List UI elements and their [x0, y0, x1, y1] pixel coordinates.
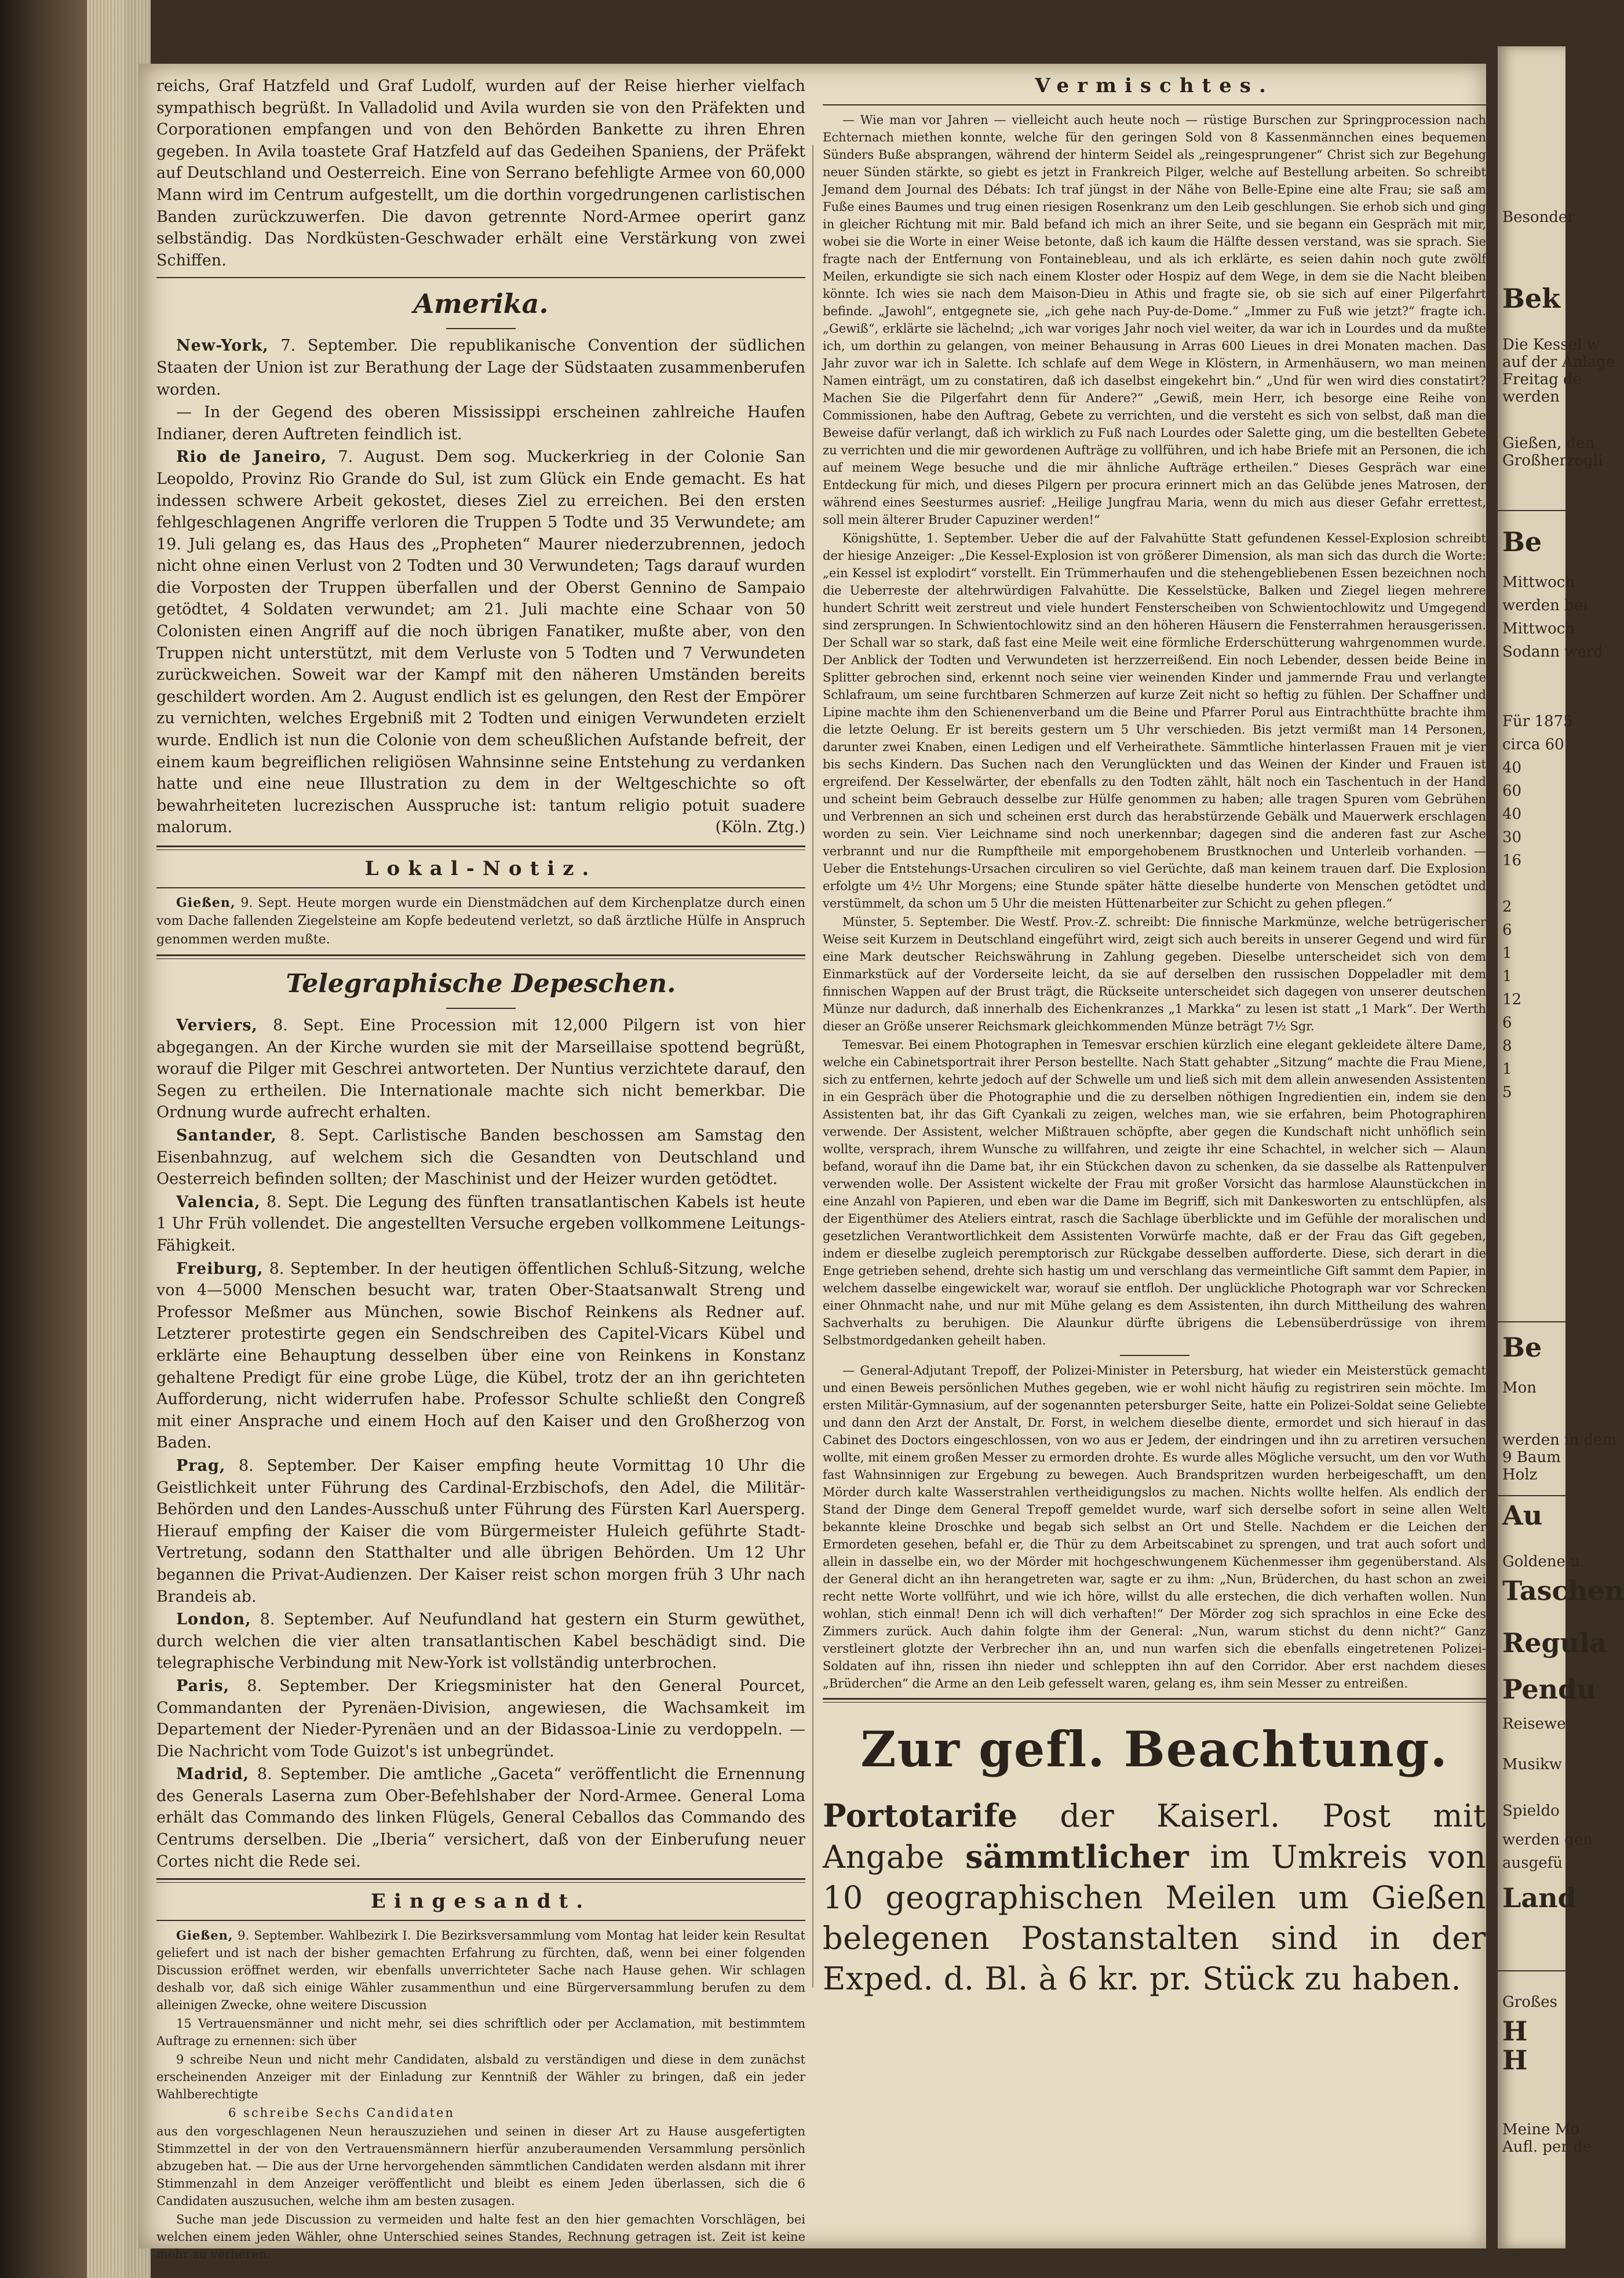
eingesandt-item-1: 15 Vertrauensmänner und nicht mehr, sei dies schriftlich oder per Acclamation, mit bestimmtem Auftrage zu ernennen: sich über: [156, 2016, 805, 2048]
heading-rule: [446, 1008, 516, 1009]
next-page-fragment: 9 Baum: [1502, 1449, 1561, 1466]
article-divider: [1120, 1355, 1189, 1356]
left-column: [156, 75, 805, 2264]
section-divider: [156, 954, 805, 959]
next-page-fragment: Mittwoch: [1502, 620, 1575, 637]
valencia-text: 8. Sept. Die Legung des fünften transatlantischen Kabels ist heute 1 Uhr Früh vollendet. Die angestellten Versuche ergeben vollkommene Leitungs-Fähigkeit.: [156, 1193, 805, 1255]
next-page-fragment: 1: [1502, 1060, 1512, 1078]
verviers-report: [156, 1015, 805, 1124]
next-page-fragment: 12: [1502, 991, 1522, 1008]
next-page-fragment: H: [1502, 2044, 1528, 2076]
next-page-fragment: Taschen: [1502, 1575, 1624, 1606]
next-page-fragment: Für 1875: [1502, 713, 1573, 730]
spain-report: reichs, Graf Hatzfeld und Graf Ludolf, wurden auf der Reise hierher vielfach sympathisch begrüßt. In Valladolid und Avila wurden sie von den Präfekten und Corporationen empfangen und von den Behörden Bankette zu ihren Ehren gegeben. In Avila toastete Graf Hatzfeld auf das Gedeihen Spaniens, der Präfekt auf Deutschland und Oesterreich. Eine von Serrano befehligte Armee von 60,000 Mann wird im Centrum aufgestellt, um die dorthin vorgedrungenen carlistischen Banden zurückzuwerfen. Die davon getrennte Nord-Armee operirt ganz selbständig. Das Nordküsten-Geschwader erhält eine Verstärkung von zwei Schiffen.: [156, 77, 805, 269]
eingesandt-text: 9. September. Wahlbezirk I. Die Bezirksversammlung vom Montag hat leider kein Resultat geliefert und ist nach der bisher gemachten Erfahrung zu fürchten, daß, wenn bei einer folgenden Discussion eröffnet werden, wir ebenfalls unverrichteter Sache nach Hause gehen. Wir schlagen deshalb vor, daß sich einige Wähler zusammenthun und eine Bürgerversammlung berufen zu dem alleinigen Zwecke, ohne weitere Discussion: [156, 1928, 805, 2012]
section-divider: [156, 887, 805, 888]
next-page-fragment: Sodann werd: [1502, 643, 1604, 661]
next-page-fragment: Pendu: [1502, 1674, 1596, 1705]
next-page-fragment: 40: [1502, 805, 1522, 823]
next-page-fragment: Aufl. per de: [1502, 2138, 1592, 2156]
notice-title: Zur gefl. Beachtung.: [860, 1720, 1448, 1778]
next-page-fragment: Besonder: [1502, 209, 1575, 226]
paris-text: 8. September. Der Kriegsminister hat den General Pourcet, Commandanten der Pyrenäen-Division, angewiesen, die Wachsamkeit im Departement der Nieder-Pyrenäen und an der Bidassoa-Linie zu verdoppeln. — Die Nachricht vom Tode Guizot's ist unbegründet.: [156, 1676, 805, 1761]
notice-bold: sämmtlicher: [965, 1838, 1189, 1875]
column-rule: [812, 145, 813, 1988]
place-santander: Santander,: [176, 1127, 277, 1145]
freiburg-text: 8. September. In der heutigen öffentlichen Schluß-Sitzung, welche von 4—5000 Menschen besucht war, traten Ober-Staatsanwalt Streng und Professor Meßmer aus München, sowie Bischof Reinkens als Redner auf. Letzterer protestirte gegen ein Sendschreiben des Capitel-Vicars Kübel und erklärte eine Behauptung desselben über eine von Reinkens in Konstanz gehaltene Predigt für eine grobe Lüge, die Kübel, trotz der an ihn gerichteten Aufforderung, nicht widerrufen habe. Professor Schulte schließt den Congreß mit einer Ansprache und einem Hoch auf den Kaiser und den Großherzog von Baden.: [156, 1259, 805, 1452]
muenster-report: Münster, 5. September. Die Westf. Prov.-Z. schreibt: Die finnische Markmünze, welche betrügerischer Weise seit Kurzem in Deutschland eingeführt wird, zeigt sich auch bereits in unserer Gegend und wird für eine Mark deutscher Reichswährung in Zahlung gegeben. Dieselbe unterscheidet sich von dem Einmarkstück auf der Vorderseite leicht, da sie auf derselben den russischen Doppeladler mit dem finnischen Wappen auf der Brust trägt, die Rückseite unterscheidet sich dagegen von unserer deutschen Münze nur dadurch, daß innerhalb des Eichenkranzes „1 Markka“ zu lesen ist statt „1 Mark“. Der Werth dieser an Größe unserer Reichsmark gleichkommenden Münze beträgt 7½ Sgr.: [823, 914, 1486, 1033]
next-page-fragment: circa 60: [1502, 736, 1564, 753]
lokal-report: [156, 894, 805, 949]
place-freiburg: Freiburg,: [176, 1259, 264, 1278]
place-verviers: Verviers,: [176, 1016, 258, 1035]
next-page-fragment: 1: [1502, 968, 1512, 985]
lokal-heading: Lokal-Notiz.: [364, 857, 597, 880]
next-page-fragment: 6: [1502, 1014, 1512, 1032]
notice-text-1: der Kaiserl. Post mit Angabe: [823, 1797, 1486, 1875]
newyork-followup: — In der Gegend des oberen Mississippi erscheinen zahlreiche Haufen Indianer, deren Auftreten feindlich ist.: [156, 403, 805, 443]
newyork-text: 7. September. Die republikanische Convention der südlichen Staaten der Union ist zur Berathung der Lage der Südstaaten zusammenberufen worden.: [156, 337, 805, 399]
eingesandt-body: aus den vorgeschlagenen Neun herauszuziehen und seinen in dieser Art zu Hause ausgefertigten Stimmzettel in der von den Vertrauensmännern hierfür anzuberaumenden Versammlung persönlich abzugeben hat. — Die aus der Urne hervorgehenden sämmtlichen Candidaten werden alsdann mit ihrer Stimmenzahl in dem Anzeiger veröffentlicht und bleibt es einem Jeden überlassen, sich die 6 Candidaten auszusuchen, welche ihm am besten zusagen.: [156, 2124, 805, 2208]
heading-rule: [446, 328, 516, 329]
next-page-fragment: Bek: [1502, 283, 1561, 314]
next-page-fragment: Die Kessel w: [1502, 336, 1600, 353]
telegraph-heading: Telegraphische Depeschen.: [286, 969, 676, 999]
next-page-fragment: Freitag de: [1502, 371, 1582, 388]
next-page-fragment: 6: [1502, 921, 1512, 939]
temesvar-report: Temesvar. Bei einem Photographen in Temesvar erschien kürzlich eine elegant gekleidete ältere Dame, welche ein Cabinetsportrait ihrer Person bestellte. Nach Statt gehabter „Sitzung“ machte die Frau Miene, sich zu entfernen, kehrte jedoch auf der Schwelle um und ließ sich mit dem allein anwesenden Assistenten in ein Gespräch über die Photographie und die zu derselben nöthigen Ingredientien ein, indem sie den Assistenten bat, ihr das Gift Cyankali zu zeigen, welches man, wie sie erfahren, beim Photographiren verwende. Der Assistent, welcher Mißtrauen schöpfte, aber gegen die Kundschaft nicht unhöflich sein wollte, versprach, ihrem Wunsche zu willfahren, und zeigte ihr eine Schachtel, in welcher sich — Alaun befand, worauf ihn die Dame bat, ihr ein Stückchen davon zu schenken, da sie dasselbe als Rattenpulver verwenden wolle. Der Assistent wickelte der Frau mit großer Vorsicht das harmlose Alaunstückchen in eine Anzahl von Papieren, und eben war die Dame im Begriff, sich mit Dankesworten zu entschlüpfen, als der Eigenthümer des Ateliers eintrat, rasch die Sachlage überblickte und im Gefühle der moralischen und gesetzlichen Verantwortlichkeit dem Assistenten Vorwürfe machte, daß er der Frau das Gift gegeben, indem er dieselbe zugleich peremptorisch zur Rückgabe desselben aufforderte. Diese, sich derart in die Enge getrieben sehend, drehte sich hastig um und verschlang das vermeintliche Gift sammt dem Papier, in welchem dasselbe eingewickelt war, worauf sie entfloh. Der unglückliche Photograph war vor Schrecken einer Ohnmacht nahe, und nur mit Mühe gelang es dem Assistenten, ihn durch Mittheilung des wahren Sachverhalts zu beruhigen. Die Alaunkur dürfte übrigens die Lebensüberdrüssige von ihrem Selbstmordgedanken geheilt haben.: [823, 1037, 1486, 1347]
next-page-fragment: 8: [1502, 1037, 1512, 1055]
newyork-report: [156, 335, 805, 400]
next-page-fragment: ausgefü: [1502, 1854, 1563, 1872]
lokal-text: 9. Sept. Heute morgen wurde ein Dienstmädchen auf dem Kirchenplatze durch einen vom Dache fallenden Ziegelsteine am Kopfe bedeutend verletzt, so daß ärztliche Hülfe in Anspruch genommen werden mußte.: [156, 895, 805, 947]
next-page-fragment: Meine Mo: [1502, 2121, 1579, 2138]
next-page-fragment: Land: [1502, 1882, 1576, 1913]
prag-report: [156, 1455, 805, 1608]
next-page-fragment: 40: [1502, 759, 1522, 777]
next-page-fragment: Au: [1502, 1500, 1543, 1531]
place-newyork: New-York,: [176, 337, 269, 355]
next-page-fragment: auf der Anlage: [1502, 353, 1615, 371]
valencia-report: [156, 1191, 805, 1257]
next-page-fragment: werden: [1502, 388, 1560, 406]
place-prag: Prag,: [176, 1456, 226, 1475]
santander-text: 8. Sept. Carlistische Banden beschossen am Samstag den Eisenbahnzug, auf welchem sich die Gesandten von Deutschland und Oesterreich befinden sollten; der Maschinist und der Heizer wurden getödtet.: [156, 1127, 805, 1189]
eingesandt-item-3: 6 schreibe Sechs Candidaten: [228, 2105, 455, 2120]
freiburg-report: [156, 1258, 805, 1454]
vermischtes-heading: Vermischtes.: [1035, 74, 1274, 97]
madrid-report: [156, 1763, 805, 1872]
next-page-fragment: Großes: [1502, 1993, 1557, 2011]
place-giessen-2: Gießen,: [176, 1927, 233, 1942]
next-page-fragment: 60: [1502, 782, 1522, 800]
eingesandt-closing: Suche man jede Discussion zu vermeiden und halte fest an den hier gemachten Vorschlägen, bei welchen einem jeden Wähler, ohne Unterschied seines Standes, Rechnung getragen ist. Zeit ist keine mehr zu verlieren.: [156, 2212, 805, 2261]
paris-report: [156, 1675, 805, 1762]
next-page-fragment: Reisewe: [1502, 1715, 1566, 1733]
section-divider: [156, 1920, 805, 1921]
notice-block: [823, 1718, 1486, 1999]
notice-lead: Portotarife: [823, 1796, 1018, 1834]
verviers-text: 8. Sept. Eine Procession mit 12,000 Pilgern ist von hier abgegangen. An der Kirche wurden sie mit der Marseillaise spottend begrüßt, worauf die Pilger mit Geschrei antworteten. Der Nuntius verzichtete darauf, den Segen zu ertheilen. Die Internationale machte sich nicht bemerkbar. Die Ordnung wurde aufrecht erhalten.: [156, 1016, 805, 1122]
next-page-fragment: Mon: [1502, 1379, 1537, 1397]
next-page-fragment: Mittwoch: [1502, 574, 1575, 591]
place-rio: Rio de Janeiro,: [176, 448, 327, 466]
next-page-fragment: werden in dem: [1502, 1431, 1617, 1449]
next-page-fragment: Spieldo: [1502, 1802, 1560, 1820]
section-divider: [823, 1698, 1486, 1703]
next-page-fragment: 16: [1502, 852, 1522, 869]
next-page-fragment: 5: [1502, 1084, 1512, 1101]
next-page-fragment: Be: [1502, 1332, 1542, 1363]
section-divider: [156, 1878, 805, 1883]
place-london: London,: [176, 1610, 251, 1629]
next-page-fragment: Holz: [1502, 1466, 1538, 1484]
place-valencia: Valencia,: [176, 1193, 261, 1211]
eingesandt-item-2: 9 schreibe Neun und nicht mehr Candidaten, alsbald zu verständigen und diese in dem zunächst erscheinenden Anzeiger mit der Einladung zur Kenntniß der Wähler zu bringen, daß ein jeder Wahlberechtigte: [156, 2052, 805, 2101]
next-page-fragment: Regula: [1502, 1627, 1607, 1659]
place-giessen: Gießen,: [176, 895, 236, 910]
london-text: 8. September. Auf Neufundland hat gestern ein Sturm gewüthet, durch welchen die vier alten transatlantischen Kabel beschädigt sind. Die telegraphische Verbindung mit New-York ist vollständig unterbrochen.: [156, 1610, 805, 1672]
london-report: [156, 1609, 805, 1674]
rio-source: (Köln. Ztg.): [715, 818, 805, 837]
next-page-rule: [1498, 1321, 1565, 1322]
pilgrim-story: — Wie man vor Jahren — vielleicht auch heute noch — rüstige Burschen zur Springprocession nach Echternach miethen konnte, welche für den geringen Sold von 8 Kassenmännchen eines bequemen Sünders Buße absprangen, während der hinterm Seidel als „reingesprungener“ Christ sich zur Begehung neuer Sünden stärkte, so giebt es jetzt in Frankreich Pilger, welche auf Bestellung arbeiten. So schreibt Jemand dem Journal des Débats: Ich traf jüngst in der Nähe von Belle-Epine eine alte Frau; sie saß am Fuße eines Baumes und trug einen riesigen Rosenkranz um den Leib geschlungen. Sie erhob sich und ging in gleicher Richtung mit mir. Bald befand ich mich an ihrer Seite, und sie begann ein Gespräch mit mir, wobei sie die Worte in einer Weise betonte, daß ich kaum die Hälfte dessen verstand, was sie sprach. Sie fragte nach der Entfernung von Fontainebleau, und als ich erklärte, es seien dahin noch gute zwölf Meilen, erkundigte sie sich nach einem Kloster oder Hospiz auf dem Wege, in dem sie die Nacht bleiben könnte. Ich wies sie nach dem Maison-Dieu in Athis und fragte sie, ob sie sich auf einer Pilgerfahrt befinde. „Jawohl“, entgegnete sie, „ich gehe nach Puy-de-Dome.“ „Immer zu Fuß wie jetzt?“ fragte ich. „Gewiß“, erklärte sie lächelnd; „ich war voriges Jahr noch viel weiter, da war ich in Lourdes und da mußte ich, um dorthin zu gelangen, von meiner Behausung in Arras 600 Lieues in drei Monaten machen. Das Jahr zuvor war ich in Salette. Ich schlafe auf dem Wege in Klöstern, in Armenhäusern, wo man meinen Namen einträgt, um zu constatiren, daß ich daselbst eingekehrt bin.“ „Und für wen wird dies constatirt? Machen Sie die Pilgerfahrt denn für Andere?“ „Gewiß, mein Herr, ich besorge eine Reihe von Commissionen, habe den Auftrag, Gebete zu verrichten, und die versteht es sich von selbst, daß man die Beweise dafür verlangt, daß ich wirklich zu Fuß nach Lourdes oder Salette ging, um die bestellten Gebete zu verrichten und die mir gewordenen Aufträge zu vollführen, und ich habe Briefe mit an Personen, die ich auf meinem Wege besuche und die mir ähnliche Aufträge ertheilen.“ Dieses Gespräch war eine Entdeckung für mich, und dieses Pilgern per procura erinnert mich an das Gelübde jenes Matrosen, der während eines Seesturmes ausrief: „Heilige Jungfrau Maria, wenn du mich aus dieser Gefahr errettest, soll mein älterer Bruder Capuziner werden!“: [823, 112, 1486, 527]
notice-body: [823, 1795, 1486, 1999]
rio-text: 7. August. Dem sog. Muckerkrieg in der Colonie San Leopoldo, Provinz Rio Grande do Sul, ist zum Glück ein Ende gemacht. Es hat indessen schwere Arbeit gekostet, dieses Ziel zu erreichen. Bei den ersten fehlgeschlagenen Angriffe verloren die Truppen 5 Todte und 35 Verwundete; am 19. Juli gelang es, das Haus des „Propheten“ Maurer niederzubrennen, jedoch nicht ohne einen Verlust von 2 Todten und 30 Verwundeten; Tags darauf wurden die Vorposten der Truppen überfallen und der Oberst Gennino de Sampaio getödtet, 4 Soldaten verwundet; am 21. Juli machte eine Schaar von 50 Colonisten einen Angriff auf die noch übrigen Fanatiker, mußte aber, von den Truppen nicht unterstützt, mit dem Verluste von 5 Todten und 7 Verwundeten zurückweichen. Soweit war der Kampf mit den näheren Umständen bereits geschildert worden. Am 2. August endlich ist es gelungen, den Rest der Empörer zu vernichten, welches Ergebniß mit 2 Todten und einigen Verwundeten erzielt wurde. Endlich ist nun die Colonie von dem scheußlichen Aufstande befreit, der einem kaum begreiflichen religiösen Wahnsinne seine Entstehung zu verdanken hatte und eine neue Illustration zu dem in der Weltgeschichte so oft bewahrheiteten lucrezischen Ausspruche ist: tantum religio potuit suadere malorum.: [156, 448, 805, 837]
next-page-fragment: Be: [1502, 526, 1542, 557]
next-page-fragment: Gießen, den: [1502, 435, 1595, 452]
santander-report: [156, 1125, 805, 1190]
rio-report: [156, 446, 805, 839]
section-divider: [156, 277, 805, 278]
next-page-fragment: H: [1502, 2015, 1528, 2047]
section-divider: [823, 104, 1486, 105]
next-page-fragment: werden gen: [1502, 1831, 1593, 1849]
amerika-heading: Amerika.: [413, 288, 549, 320]
eingesandt-heading: Eingesandt.: [370, 1890, 592, 1913]
koenigshuette-report: Königshütte, 1. September. Ueber die auf der Falvahütte Statt gefundenen Kessel-Explosion schreibt der hiesige Anzeiger: „Die Kessel-Explosion ist von größerer Dimension, als man sich das durch die Worte: „ein Kessel ist explodirt“ vorstellt. Ein Trümmerhaufen und die stehengebliebenen Essen bezeichnen noch die Ueberreste der altehrwürdigen Falvahütte. Die Kesselstücke, Balken und Ziegel liegen mehrere hundert Schritt weit zerstreut und viele hundert Fensterscheiben von Schwientochlowitz und Umgegend sind zersprungen. In Schwientochlowitz sind an den höheren Häusern die Fensterrahmen herausgerissen. Der Schall war so stark, daß fast eine Meile weit eine förmliche Erderschütterung wahrgenommen wurde. Der Anblick der Todten und Verwundeten ist herzzerreißend. Ein noch Lebender, dessen beide Beine in Splitter gebrochen sind, erkennt noch seine vier weinenden Kinder und jammernde Frau und verlangte Schlafraum, um seine furchtbaren Schmerzen auf kurze Zeit nicht so heftig zu fühlen. Der Schaffner und Lipine machte ihm den Schienenverband um die Beine und Pfarrer Porul aus Eintrachthütte brachte ihm die letzte Oelung. Er ist bereits gestern um 5 Uhr verschieden. Bis jetzt vermißt man 14 Personen, darunter zwei Knaben, einen Ledigen und elf Verheirathete. Sämmtliche hinterlassen Frauen mit je vier bis sechs Kindern. Das Suchen nach den Verunglückten und das Weinen der Kinder und Frauen ist ergreifend. Der Kesselwärter, der ebenfalls zu den Todten zählt, hält noch ein Taschentuch in der Hand und scheint beim Gebrauch desselbe zur Hülfe genommen zu haben; alle tragen Spuren vom Gebrühen und Verbrennen an sich und scheinen erst durch das herabstürzende Gebälk und Mauerwerk erschlagen worden zu sein. Vier Leichname sind noch unerkennbar; dagegen sind die anderen fast zur Asche verbrannt und nur die Rumpftheile mit emporgehobenem Brustknochen und Unterleib vorhanden. — Ueber die Entstehungs-Ursachen circuliren so viel Gerüchte, daß man keinem trauen darf. Die Explosion erfolgte um 4½ Uhr Morgens; eine Stunde später hätte dieselbe hunderte von Menschen getödtet und verstümmelt, da schon um 5 Uhr die meisten Hüttenarbeiter zur Schicht zu gehen pflegen.“: [823, 531, 1486, 910]
trepoff-report: — General-Adjutant Trepoff, der Polizei-Minister in Petersburg, hat wieder ein Meisterstück gemacht und einen Beweis persönlichen Muthes gegeben, wie er wohl nicht häufig zu registriren sein möchte. Im ersten Militär-Gymnasium, auf der sogenannten petersburger Seite, hatte ein Polizei-Soldat seine Geliebte und dann den Arzt der Anstalt, Dr. Forst, in welchem dieselbe diente, ermordet und sich hierauf in das Cabinet des Doctors eingeschlossen, von wo aus er Jedem, der eindringen und ihn zu arretiren versuchen wollte, mit einem großen Messer zu ermorden drohte. Es wurde alles Mögliche versucht, um den vor Wuth fast Wahnsinnigen zur Ergebung zu bewegen. Auch Brandspritzen wurden herbeigeschafft, um den Mörder durch kalte Wasserstrahlen vertheidigungslos zu machen. Nichts wollte helfen. Als endlich der Stand der Dinge dem General Trepoff gemeldet wurde, warf sich derselbe sofort in seine allen Welt bekannte kleine Droschke und begab sich selbst an Ort und Stelle. Nachdem er die Leichen der Ermordeten gesehen, befahl er, die Thür zu dem Arbeitscabinet zu sprengen, und trat auch sofort und allein in dasselbe ein, wo der Mörder mit hochgeschwungenem Küchenmesser ihm gegenüberstand. Als der General dicht an ihn herangetreten war, sagte er zu ihm: „Nun, Brüderchen, du hast schon an zwei recht nette Worte vollführt, und wie ich höre, willst du alle erstechen, die dich verhaften wollen. Nun wohlan, stich einmal! Denn ich will dich verhaften!“ Der Mörder zog sich sprachlos in eine Ecke des Zimmers zurück. Auch dahin folgte ihm der General: „Nun, warum stichst du denn nicht?“ Ganz verstleinert glotzte der Verbrecher ihn an, und nun warfen sich die ebenfalls eingetretenen Polizei-Soldaten auf ihn, rissen ihn nieder und schleppten ihn auf den Corridor. Aber erst nachdem dieses „Brüderchen“ die Arme an den Leib gefesselt waren, gelang es, ihm sein Messer zu entreißen.: [823, 1363, 1486, 1690]
next-page-rule: [1498, 1970, 1565, 1971]
next-page-fragment: 1: [1502, 945, 1512, 962]
next-page-rule: [1498, 1495, 1565, 1496]
next-page-edge: [1498, 46, 1624, 2248]
right-column: [823, 75, 1486, 1999]
next-page-fragment: Musikw: [1502, 1756, 1563, 1773]
next-page-rule: [1498, 510, 1565, 511]
next-page-fragment: 30: [1502, 829, 1522, 846]
prag-text: 8. September. Der Kaiser empfing heute Vormittag 10 Uhr die Geistlichkeit unter Führung des Cardinal-Erzbischofs, den Adel, die Militär-Behörden und den Landes-Ausschuß unter Führung des Fürsten Karl Auersperg. Hierauf empfing der Kaiser die vom Bürgermeister Huleich geführte Stadt-Vertretung, sodann den Statthalter und alle übrigen Behörden. Um 12 Uhr begannen die Privat-Audienzen. Der Kaiser reist schon morgen früh 3 Uhr nach Brandeis ab.: [156, 1456, 805, 1606]
place-paris: Paris,: [176, 1676, 230, 1695]
next-page-fragment: werden bei: [1502, 597, 1588, 614]
notice-text-2: im Umkreis von 10 geographischen Meilen um Gießen belegenen Postanstalten sind in der Exped. d. Bl. à 6 kr. pr. Stück zu haben.: [823, 1838, 1486, 1997]
next-page-fragment: Großherzogli: [1502, 452, 1603, 469]
next-page-fragment: 2: [1502, 898, 1512, 916]
next-page-fragment: Goldene u.: [1502, 1553, 1585, 1570]
place-madrid: Madrid,: [176, 1765, 250, 1784]
madrid-text: 8. September. Die amtliche „Gaceta“ veröffentlicht die Ernennung des Generals Laserna zum Ober-Befehlshaber der Nord-Armee. General Loma erhält das Commando des linken Flügels, General Ceballos das Commando des Centrums derselben. Die „Iberia“ versichert, daß von der Einberufung neuer Cortes nicht die Rede sei.: [156, 1765, 805, 1871]
eingesandt-intro: [156, 1927, 805, 2014]
section-divider: [156, 845, 805, 850]
